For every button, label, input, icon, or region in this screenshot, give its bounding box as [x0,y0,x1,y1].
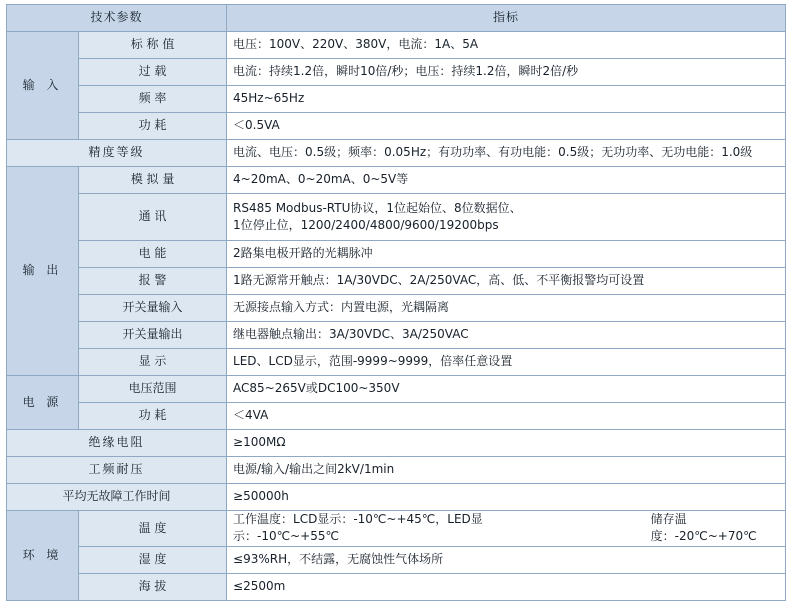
sub-label-display: 显 示 [79,349,227,376]
value-analog: 4~20mA、0~20mA、0~5V等 [227,167,786,194]
sub-label-insulation-resistance: 绝缘电阻 [7,430,227,457]
value-nominal: 电压：100V、220V、380V，电流：1A、5A [227,32,786,59]
table-row [7,430,786,457]
value-temperature [227,511,786,547]
sub-label-altitude: 海 拔 [79,573,227,600]
sub-label-mtbf: 平均无故障工作时间 [7,484,227,511]
table-row [7,167,786,194]
specification-table [6,4,786,601]
group-label-input: 输 入 [7,32,79,140]
sub-label-switch-input: 开关量输入 [79,295,227,322]
group-label-environment: 环 境 [7,511,79,601]
value-energy: 2路集电极开路的光耦脉冲 [227,241,786,268]
value-communication-line2: 1位停止位，1200/2400/4800/9600/19200bps [233,218,499,232]
table-row [7,194,786,241]
sub-label-switch-output: 开关量输出 [79,322,227,349]
group-label-power-supply: 电 源 [7,376,79,430]
sub-label-energy: 电 能 [79,241,227,268]
sub-label-humidity: 湿 度 [79,546,227,573]
table-row [7,457,786,484]
sub-label-frequency: 频 率 [79,86,227,113]
value-supply-consumption: ＜4VA [227,403,786,430]
value-voltage-range: AC85~265V或DC100~350V [227,376,786,403]
sub-label-input-power-consumption: 功 耗 [79,113,227,140]
value-communication-line1: RS485 Modbus-RTU协议，1位起始位、8位数据位、 [233,200,522,215]
table-row [7,376,786,403]
table-row [7,511,786,547]
value-switch-output: 继电器触点输出：3A/30VDC、3A/250VAC [227,322,786,349]
sub-label-temperature: 温 度 [79,511,227,547]
sub-label-communication: 通 讯 [79,194,227,241]
value-altitude: ≤2500m [227,573,786,600]
table-row [7,403,786,430]
value-dielectric-strength: 电源/输入/输出之间2kV/1min [227,457,786,484]
value-input-power-consumption: ＜0.5VA [227,113,786,140]
value-communication [227,194,786,241]
spec-sheet [0,4,791,606]
table-row [7,86,786,113]
value-switch-input: 无源接点输入方式：内置电源，光耦隔离 [227,295,786,322]
header-index: 指标 [227,5,786,32]
sub-label-accuracy: 精度等级 [7,140,227,167]
table-row [7,59,786,86]
sub-label-analog: 模 拟 量 [79,167,227,194]
table-row [7,484,786,511]
table-row [7,322,786,349]
value-temperature-storage: 储存温度：-20℃~+70℃ [650,512,757,544]
value-insulation-resistance: ≥100MΩ [227,430,786,457]
table-row [7,573,786,600]
table-header-row [7,5,786,32]
sub-label-voltage-range: 电压范围 [79,376,227,403]
value-frequency: 45Hz~65Hz [227,86,786,113]
sub-label-overload: 过 载 [79,59,227,86]
table-row [7,349,786,376]
table-row [7,268,786,295]
sub-label-dielectric-strength: 工频耐压 [7,457,227,484]
table-row [7,241,786,268]
sub-label-supply-consumption: 功 耗 [79,403,227,430]
group-label-output: 输 出 [7,167,79,376]
table-row [7,295,786,322]
value-overload: 电流：持续1.2倍，瞬时10倍/秒；电压：持续1.2倍，瞬时2倍/秒 [227,59,786,86]
table-row [7,32,786,59]
value-display: LED、LCD显示，范围-9999~9999，倍率任意设置 [227,349,786,376]
value-accuracy: 电流、电压：0.5级；频率：0.05Hz；有功功率、有功电能：0.5级；无功功率、无功电能：1.0级 [227,140,786,167]
value-humidity: ≤93%RH，不结露，无腐蚀性气体场所 [227,546,786,573]
table-row [7,140,786,167]
sub-label-alarm: 报 警 [79,268,227,295]
table-row [7,546,786,573]
sub-label-nominal: 标 称 值 [79,32,227,59]
table-row [7,113,786,140]
value-temperature-operating: 工作温度：LCD显示：-10℃~+45℃，LED显示：-10℃~+55℃ [233,512,483,544]
header-parameter: 技术参数 [7,5,227,32]
value-mtbf: ≥50000h [227,484,786,511]
value-alarm: 1路无源常开触点：1A/30VDC、2A/250VAC，高、低、不平衡报警均可设置 [227,268,786,295]
